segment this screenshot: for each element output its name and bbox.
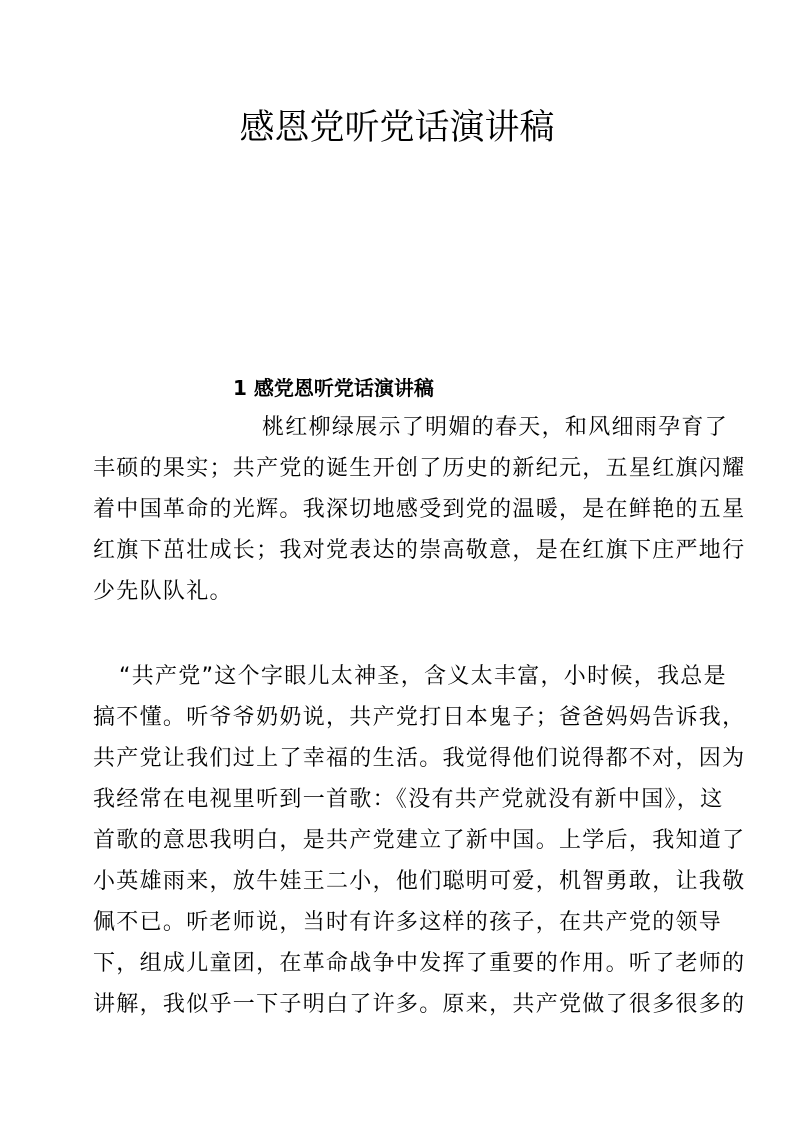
section-heading: 1 感党恩听党话演讲稿: [233, 376, 434, 400]
paragraph-line: 少先队队礼。: [93, 579, 233, 604]
paragraph-line: 下，组成儿童团，在革命战争中发挥了重要的作用。听了老师的: [93, 951, 746, 976]
paragraph-line: 共产党让我们过上了幸福的生活。我觉得他们说得都不对，因为: [93, 746, 746, 771]
document-title: 感恩党听党话演讲稿: [239, 108, 555, 148]
paragraph-line: 小英雄雨来，放牛娃王二小，他们聪明可爱，机智勇敢，让我敬: [93, 869, 746, 894]
paragraph-line: 我经常在电视里听到一首歌：《没有共产党就没有新中国》，这: [93, 787, 724, 812]
paragraph-line: 红旗下茁壮成长；我对党表达的崇高敬意，是在红旗下庄严地行: [93, 538, 746, 563]
paragraph-line: 讲解，我似乎一下子明白了许多。原来，共产党做了很多很多的: [93, 992, 746, 1017]
paragraph-line: 首歌的意思我明白，是共产党建立了新中国。上学后，我知道了: [93, 828, 746, 853]
paragraph-line: “共产党”这个字眼儿太神圣，含义太丰富，小时候，我总是: [119, 664, 727, 689]
paragraph-1: [93, 407, 746, 612]
paragraph-line: 着中国革命的光辉。我深切地感受到党的温暖，是在鲜艳的五星: [93, 497, 746, 522]
paragraph-2: [93, 656, 746, 1025]
paragraph-line: 桃红柳绿展示了明媚的春天，和风细雨孕育了: [262, 415, 729, 440]
paragraph-line: 丰硕的果实；共产党的诞生开创了历史的新纪元，五星红旗闪耀: [93, 456, 746, 481]
paragraph-line: 佩不已。听老师说，当时有许多这样的孩子，在共产党的领导: [93, 910, 723, 935]
paragraph-line: 搞不懂。听爷爷奶奶说，共产党打日本鬼子；爸爸妈妈告诉我，: [93, 705, 746, 730]
